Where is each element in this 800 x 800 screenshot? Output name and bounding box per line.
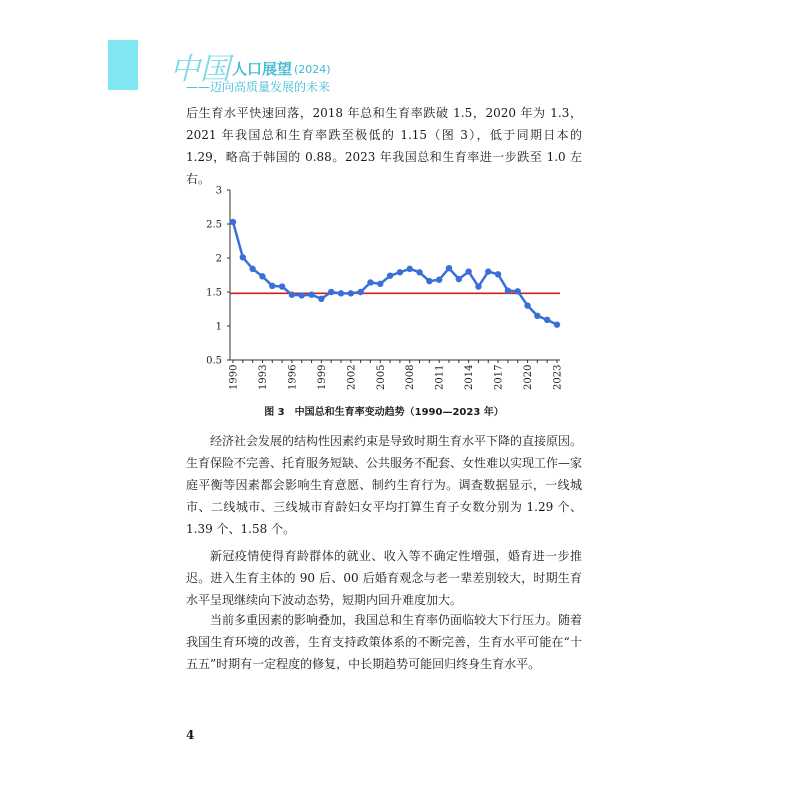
data-point [505,287,511,293]
data-point [475,283,481,289]
page-number: 4 [186,728,195,742]
data-point [407,266,413,272]
y-tick-label: 2 [215,253,222,265]
data-point [416,269,422,275]
data-point [426,278,432,284]
y-tick-label: 1.5 [206,287,222,299]
header-color-block [108,40,138,90]
data-point [348,290,354,296]
chart-axes [227,190,560,363]
header-logo-chars: 中国 [170,52,230,87]
data-point [465,268,471,274]
data-point [299,292,305,298]
header-subtitle: ——迈向高质量发展的未来 [186,80,331,94]
header-year: (2024) [294,63,331,76]
data-point [436,277,442,283]
data-point [377,281,383,287]
data-point [456,276,462,282]
data-point [397,269,403,275]
data-point [230,219,236,225]
data-point [554,321,560,327]
header-book-title: 人口展望 [232,60,293,78]
figure-caption: 图 3 中国总和生育率变动趋势（1990—2023 年） [264,407,504,418]
data-point [367,279,373,285]
data-point [318,296,324,302]
data-point [495,271,501,277]
data-point [289,292,295,298]
fertility-chart [195,180,575,395]
data-point [544,317,550,323]
y-tick-labels [206,186,222,367]
x-tick-labels [229,365,564,390]
data-point [269,283,275,289]
data-point [485,268,491,274]
data-point [328,289,334,295]
series-line [233,222,557,325]
data-point [446,265,452,271]
x-tick-label: 2008 [405,364,417,390]
data-point [387,272,393,278]
data-point [249,266,255,272]
data-point [357,289,363,295]
y-tick-label: 0.5 [206,355,222,367]
x-tick-label: 2002 [346,364,358,390]
data-point [515,288,521,294]
data-point [338,290,344,296]
paragraph-3: 新冠疫情使得育龄群体的就业、收入等不确定性增强，婚育进一步推迟。进入生育主体的 90 后、00 后婚育观念与老一辈差别较大，时期生育水平呈现继续向下波动态势，短期内回升难度加大。 [186,549,582,607]
x-tick-label: 1993 [257,364,269,390]
data-point [259,273,265,279]
data-point [308,292,314,298]
paragraph-2: 经济社会发展的结构性因素约束是导致时期生育水平下降的直接原因。生育保险不完善、托育服务短缺、公共服务不配套、女性难以实现工作—家庭平衡等因素都会影响生育意愿、制约生育行为。调查数据显示，一线城市、二线城市、三线城市育龄妇女平均打算生育子女数分别为 1.29 个、1.39 个、1.58 个。 [186,434,583,536]
x-tick-label: 1996 [287,364,299,390]
y-tick-label: 1 [215,321,222,333]
y-tick-label: 3 [215,185,222,197]
y-tick-label: 2.5 [206,219,222,231]
data-point [240,254,246,260]
x-tick-label: 1990 [228,364,240,390]
data-point [534,313,540,319]
x-tick-label: 2017 [493,364,505,390]
x-tick-label: 2005 [375,364,387,390]
data-point [524,302,530,308]
x-tick-label: 2023 [552,364,564,390]
x-tick-label: 2020 [523,364,535,390]
data-point [279,283,285,289]
x-tick-label: 2014 [464,364,476,390]
x-tick-label: 1999 [316,364,328,390]
paragraph-4: 当前多重因素的影响叠加，我国总和生育率仍面临较大下行压力。随着我国生育环境的改善，生育支持政策体系的不断完善，生育水平可能在“十五五”时期有一定程度的修复，中长期趋势可能回归终身生育水平。 [186,613,583,671]
paragraph-1: 后生育水平快速回落，2018 年总和生育率跌破 1.5，2020 年为 1.3，2021 年我国总和生育率跌至极低的 1.15（图 3），低于同期日本的 1.29，略高于韩国的 0.88。2023 年我国总和生育率进一步跌至 1.0 左右。 [186,106,582,186]
x-tick-label: 2011 [434,364,446,390]
chart-svg [195,180,575,395]
